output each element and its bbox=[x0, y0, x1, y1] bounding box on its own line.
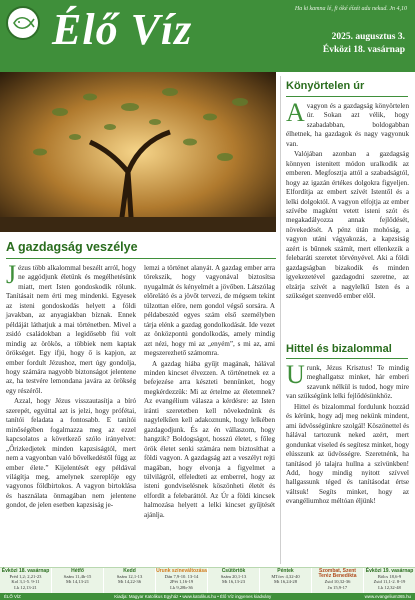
calendar-reading: Jn 15,9-17 bbox=[327, 584, 348, 590]
calendar-reading: Szám 20,1-13 bbox=[220, 574, 247, 580]
footer-website: www.evangelium365.hu bbox=[364, 594, 411, 599]
calendar-reading: Lk 12,32-48 bbox=[378, 584, 401, 590]
title-divider bbox=[286, 358, 408, 359]
calendar-reading: Préd 1,2; 2,21-23 bbox=[9, 574, 42, 580]
masthead-tagline: Ha ki kamna lé, fi óké éízét adu nekud. Jn 4,10 bbox=[294, 6, 407, 12]
calendar-day bbox=[208, 568, 260, 593]
footer-brand: ÉLŐ VÍZ bbox=[4, 594, 21, 599]
masthead-title: Élő Víz bbox=[52, 5, 193, 54]
column-divider bbox=[280, 76, 281, 564]
calendar-reading: MTörv 4,32-40 bbox=[271, 574, 300, 580]
sidebar-article-title: Könyörtelen úr bbox=[286, 80, 365, 92]
weekly-readings-calendar bbox=[0, 567, 415, 593]
liturgical-sunday: Évközi 18. vasárnap bbox=[322, 45, 405, 55]
calendar-day-name: Hétfő bbox=[71, 568, 84, 574]
calendar-day-name: Szombat, Szent Teréz Benedikta bbox=[318, 568, 357, 580]
sidebar-article-paragraph: vagyon és a gazdagság könyörtelen úr. Sokan azt vélik, hogy szabadabban, boldogabban élhetnek, ha gazdagok és nagy vagyonuk van. bbox=[286, 102, 409, 148]
calendar-day bbox=[260, 568, 312, 593]
prayer-body bbox=[286, 360, 409, 508]
title-divider bbox=[286, 96, 408, 97]
calendar-reading: Mt 14,22-36 bbox=[118, 579, 141, 585]
calendar-reading: Lk 12,13-21 bbox=[14, 584, 37, 590]
issue-date: 2025. augusztus 3. bbox=[331, 32, 405, 42]
dropcap-letter: A bbox=[286, 98, 305, 127]
calendar-day bbox=[0, 568, 52, 593]
main-article-paragraph: ézus több alkalommal beszélt arról, hogy ne aggódjunk életünk és megélhetésünk miatt, mert Isten gondoskodik rólunk. Tanításait nem érti meg mindenki. Egyesek az isteni gondoskodás helyett a földi javakban, az anyagiakban bíznak. Ennek példáját láthatjuk a mai történetben. Mivel a zsidó családokban a legidősebb fiú volt mindig az örökös, a többiek nem kaptak örökséget. Egy ifjú, hogy ő is kapjon, az ember fordult Jézushoz, mert úgy gondolja, hogy számára nagyobb biztonságot jelentene az, ha testvére lemondana javára az örökség egy részéről. bbox=[6, 264, 136, 395]
main-article-column-2 bbox=[144, 264, 275, 521]
calendar-day bbox=[312, 568, 364, 593]
calendar-reading: Mt 16,13-23 bbox=[222, 579, 245, 585]
dropcap-letter: J bbox=[6, 260, 17, 289]
calendar-day bbox=[364, 568, 415, 593]
prayer-paragraph: runk, Jézus Krisztus! Te mindig meghallgatsz minket, hár emberi szavunk nélkül is tudod, hogy mire van szükségünk lelki fejlődésünkhöz. bbox=[286, 364, 409, 401]
calendar-reading: Kol 3,1-5. 9-11 bbox=[11, 579, 40, 585]
calendar-day-name: Kedd bbox=[123, 568, 136, 574]
masthead-header bbox=[0, 0, 415, 72]
calendar-day-name: Évközi 18. vasárnap bbox=[1, 568, 50, 574]
main-article-title: A gazdagság veszélye bbox=[6, 240, 138, 254]
page-footer bbox=[0, 593, 415, 600]
main-article-column-1 bbox=[6, 260, 136, 512]
calendar-day bbox=[156, 568, 208, 593]
calendar-day-name: Csütörtök bbox=[221, 568, 246, 574]
sidebar-article-body bbox=[286, 98, 409, 303]
calendar-reading: Dán 7,9-10. 13-14 bbox=[164, 574, 199, 580]
calendar-reading: Lk 9,28b-36 bbox=[170, 584, 193, 590]
calendar-reading: Szám 11,4b-15 bbox=[63, 574, 92, 580]
calendar-reading: Szám 12,1-13 bbox=[116, 574, 143, 580]
calendar-reading: Bölcs 18,6-9 bbox=[377, 574, 402, 580]
dropcap-letter: U bbox=[286, 360, 305, 389]
main-article-paragraph: A gazdag hiába gyűjt magának, hálával minden kincset élvezzen. A történetnek ez a befejezése arra készteti bennünket, hogy megkérdezzük: Mi az értelme az életemnek? Az evangélium válasza a kérdésre: az Isten iránti szeretetben kell növekednünk és nagylelkűen kell adakoznunk, hogy lelkében gazdagodjunk. És az én vállaszom, hogy hangzik? Boldogságot, hosszú életet, s főleg örök életet senki számára nem biztosíthat a földi vagyon. A gazdagság azt a veszélyt rejti magában, hogy elvonja a figyelmet a túlvilágról, elfeledteti az emberrel, hogy az isteni gondviselésnek köszönheti életét és elfordít a felebaráttól. Az Úr a földi kincsek halmozása helyett a lelki kincset gyűjtését ajánlja. bbox=[144, 359, 275, 519]
sidebar-article-paragraph: Valójában azonban a gazdagság könnyen istenitett módon uralkodik az emberen. Megfosztja attól a szabadságtól, hogy az igazán értékes dolgokra figyeljen. Elfordítja az embert szívét Istentől és a lelki dolgoktól. A vagyon elfojtja az ember szívébe magként vetett isteni szót és megakadályozza annak fejlődését, növekedését. A pénz útán mohóság, a vagyon utáni vágyakozás, a kapzsiság azért is bűnnek számít, mert ellenkezik a felebaráti szeretet törvényével. Aki a földi gazdagságban bizakodik és minden igyekezetével gazdagodni szeretne, az elzárja szívét a nagylelkű Isten és a szükséget szenvedő ember elől. bbox=[286, 150, 409, 301]
calendar-day bbox=[52, 568, 104, 593]
calendar-reading: Zsid 10,32-36 bbox=[324, 579, 351, 585]
main-article-paragraph: lemzi a történet alanyát. A gazdag ember arra törekszik, hogy vagyonával biztosítsa nyugalmát és kényelmét a jövőben. Látszólag előrelátó és a jövőt tervezi, de mégsem tekint túlzottan előre, nem gondol végső sorsára. A példabeszéd egyes szám első személyben tárja elénk a gazdag gondolkodását. Ide vezet az önközpontú gondolkodás, amely mindig azt nézi, hogy mi az „enyém”, s mi az, ami megszerezhető számomra. bbox=[144, 264, 275, 358]
calendar-day-name: Évközi 19. vasárnap bbox=[365, 568, 414, 574]
title-divider bbox=[6, 258, 276, 259]
main-article-paragraph: Azzal, hogy Jézus visszautasítja a bíró szerepét, egyúttal azt is jelzi, hogy prófétai, tanítói feladata a fontosabb. E tanítói minőségében fogalmazza meg az ezzel kapcsolatos a következő szólo irányelvet: „Őrizkedjetek minden kapzsiságtól, mert nem a vagyonban való bővelkedéstől függ az ember élete.” Kijelentését egy példával világítja meg, amelynek szereplője egy vagyonos földbirtokos. A vagyon birtoklása és használata önmagában nem jelentene gondot, de jelen esetben kapzsiság je- bbox=[6, 397, 136, 510]
money-tree-photo bbox=[0, 72, 276, 232]
prayer-title: Hittel és bizalommal bbox=[286, 343, 392, 355]
calendar-day-name: Urunk színeváltozása bbox=[156, 568, 207, 574]
fish-logo-icon bbox=[6, 6, 40, 40]
calendar-reading: Mt 16,24-28 bbox=[274, 579, 297, 585]
calendar-day-name: Péntek bbox=[277, 568, 294, 574]
calendar-day bbox=[104, 568, 156, 593]
prayer-paragraph: Hittel és bizalommal fordulunk hozzád és kérünk, hogy adj meg nekünk mindent, ami üdvösségünkre szolgál! Köszönettel és hálával tartozunk neked azért, mert gondunkat viseled és segítesz minket, hogy elússzunk az üdvösségre. Szeretnénk, ha tanításod jó talajra hullna a szívünkben! Add, hogy mindig nyitott szívvel hallgassunk téged és tanításodat értse váltsuk! Segíts minket, hogy az evangéliumhoz méltóan éljünk! bbox=[286, 402, 409, 506]
footer-imprint: Kiadja: Magyar Katolikus Egyház • www.katolikus.hu • Élő Víz ingyenes kiadvány bbox=[114, 594, 272, 599]
calendar-reading: Zsid 11,1-2. 8-19 bbox=[373, 579, 406, 585]
calendar-reading: 2Pét 1,16-19 bbox=[169, 579, 194, 585]
calendar-reading: Mt 14,13-21 bbox=[66, 579, 89, 585]
